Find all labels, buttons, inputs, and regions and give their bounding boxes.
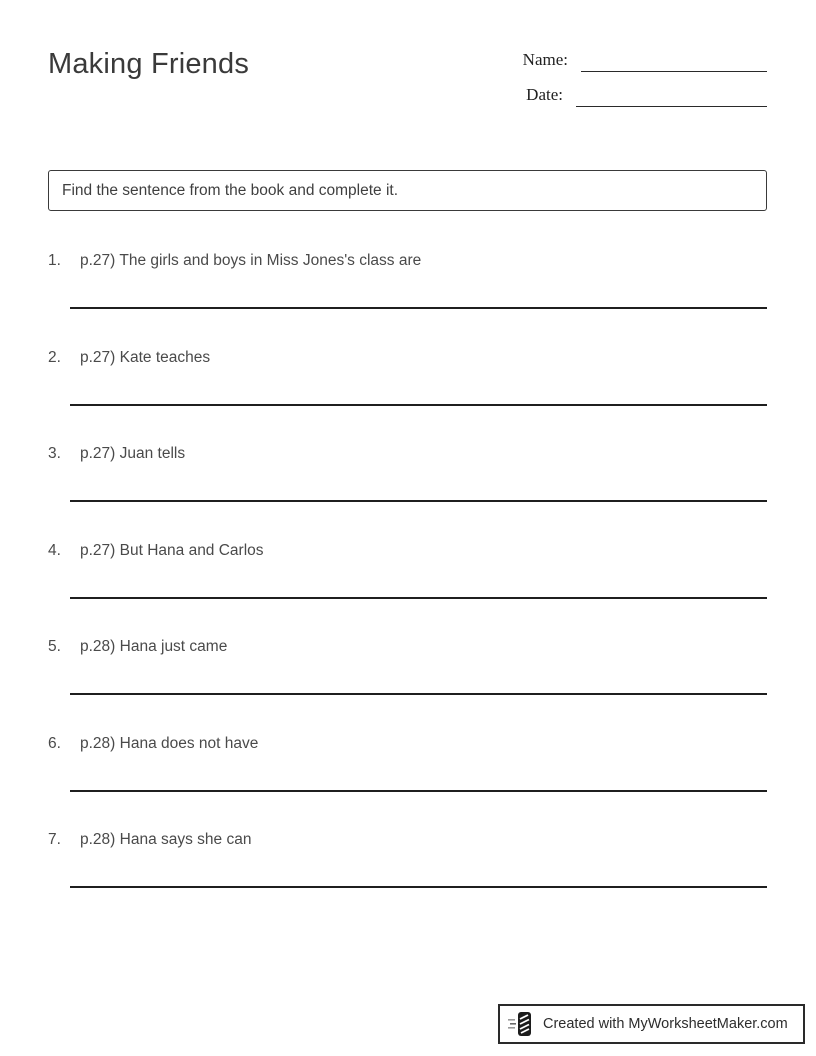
question-number: 5.	[48, 638, 61, 655]
date-blank-line	[576, 106, 767, 107]
question-item	[48, 245, 767, 342]
question-number: 1.	[48, 252, 61, 269]
question-number: 7.	[48, 831, 61, 848]
answer-blank-line	[70, 597, 767, 599]
question-list	[48, 245, 767, 921]
worksheet-maker-credit-link[interactable]	[498, 1004, 805, 1044]
question-item	[48, 438, 767, 535]
answer-blank-line	[70, 886, 767, 888]
question-item	[48, 631, 767, 728]
question-number: 2.	[48, 348, 61, 366]
question-text: p.27) But Hana and Carlos	[80, 541, 264, 559]
name-label: Name:	[522, 50, 568, 69]
question-item	[48, 535, 767, 632]
instructions-box	[48, 170, 767, 211]
question-item	[48, 728, 767, 825]
answer-blank-line	[70, 790, 767, 792]
question-text: p.28) Hana just came	[80, 638, 228, 655]
question-item	[48, 342, 767, 439]
name-blank-line	[581, 71, 767, 72]
question-text: p.28) Hana does not have	[80, 734, 259, 752]
question-number: 3.	[48, 445, 61, 462]
question-number: 6.	[48, 734, 61, 752]
answer-blank-line	[70, 404, 767, 406]
credit-text: Created with MyWorksheetMaker.com	[543, 1016, 788, 1032]
question-number: 4.	[48, 541, 61, 559]
question-item	[48, 824, 767, 921]
page-title: Making Friends	[48, 48, 250, 80]
question-text: p.27) Juan tells	[80, 445, 186, 462]
answer-blank-line	[70, 693, 767, 695]
name-row	[523, 50, 767, 72]
question-text: p.28) Hana says she can	[80, 831, 252, 848]
name-date-block	[523, 50, 767, 120]
date-row	[526, 85, 767, 107]
answer-blank-line	[70, 500, 767, 502]
answer-blank-line	[70, 307, 767, 309]
question-text: p.27) Kate teaches	[80, 348, 211, 366]
date-label: Date:	[526, 85, 563, 104]
question-text: p.27) The girls and boys in Miss Jones's class are	[80, 252, 422, 269]
instructions-text: Find the sentence from the book and complete it.	[62, 181, 399, 199]
worksheet-maker-logo-icon	[508, 1011, 536, 1037]
